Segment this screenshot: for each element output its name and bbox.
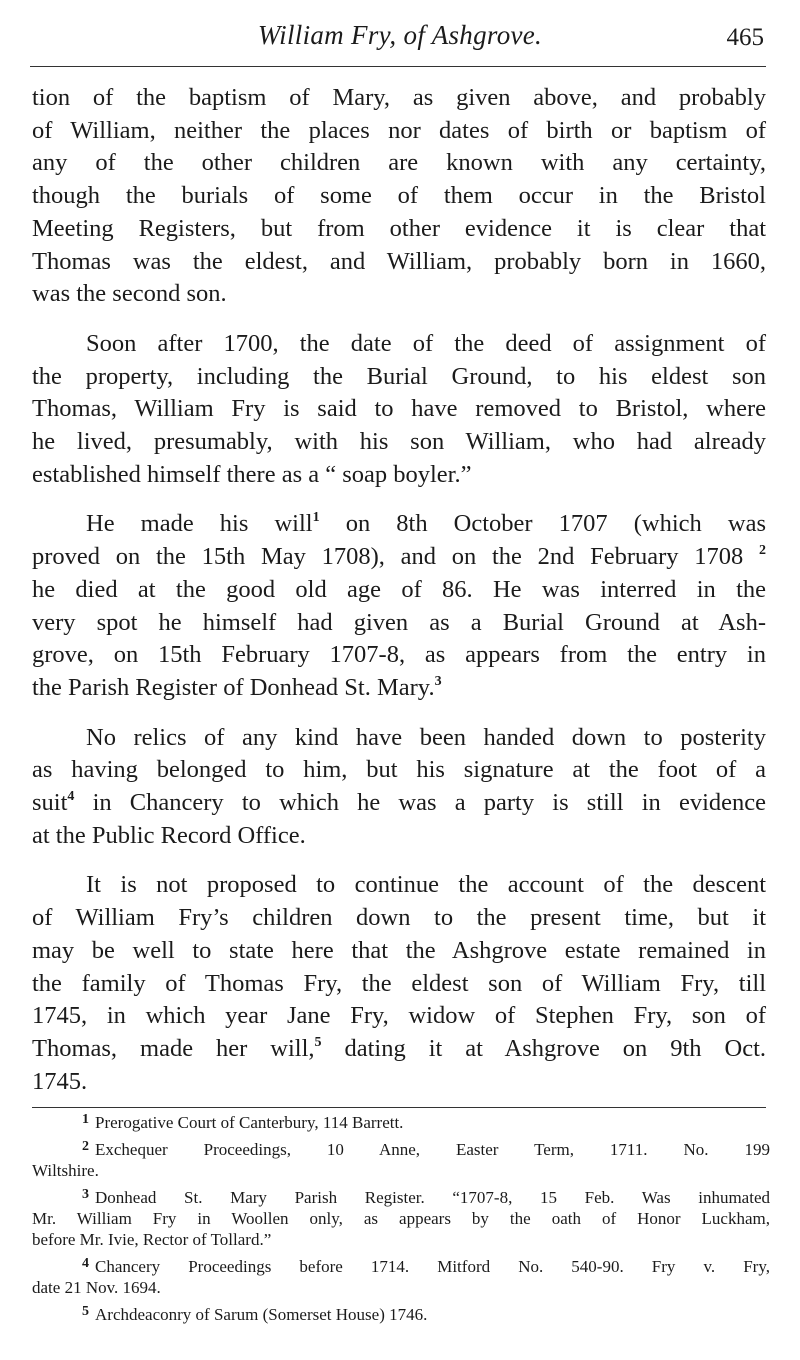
text-line: [32, 1033, 766, 1066]
text-run: proved on the 15th May 1708), and on the 2nd February 1708: [32, 543, 744, 571]
text-line: Meeting Registers, but from other evidence it is clear that: [32, 214, 766, 242]
text-line: Thomas was the eldest, and William, probably born in 1660,: [32, 247, 766, 275]
text-line: though the burials of some of them occur in the Bristol: [32, 182, 766, 210]
text-line: any of the other children are known with any certainty,: [32, 149, 766, 177]
text-line: he lived, presumably, with his son William, who had already: [32, 428, 766, 456]
footnote-4: [32, 1256, 770, 1298]
text-line: 1745, in which year Jane Fry, widow of Stephen Fry, son of: [32, 1002, 766, 1030]
footnote-ref-5[interactable]: 5: [314, 1034, 322, 1050]
footnote-5: [32, 1304, 770, 1325]
paragraph-5: [32, 869, 766, 1098]
text-line: very spot he himself had given as a Burial Ground at Ash-: [32, 608, 766, 636]
paragraph-3: [32, 508, 766, 704]
text-line: [32, 672, 766, 705]
footnote-text: Prerogative Court of Canterbury, 114 Barrett.: [95, 1113, 404, 1132]
footnotes: [32, 1112, 770, 1331]
text-line: of William, neither the places nor dates of birth or baptism of: [32, 116, 766, 144]
paragraph-1: [32, 82, 766, 311]
text-line: established himself there as a “ soap boyler.”: [32, 460, 472, 488]
text-line: No relics of any kind have been handed down to posterity: [86, 723, 766, 751]
text-line: Thomas, William Fry is said to have removed to Bristol, where: [32, 395, 766, 423]
footnote-rule: [32, 1107, 766, 1108]
text-line: It is not proposed to continue the account of the descent: [86, 871, 766, 899]
footnote-line: [32, 1112, 770, 1133]
text-line: at the Public Record Office.: [32, 821, 306, 849]
text-run: dating it at Ashgrove on 9th Oct.: [321, 1034, 767, 1062]
footnote-ref-2[interactable]: 2: [759, 543, 766, 559]
text-line: [32, 508, 766, 541]
footnote-line: Wiltshire.: [32, 1161, 99, 1180]
text-line: 1745.: [32, 1067, 88, 1095]
text-line: grove, on 15th February 1707-8, as appears from the entry in: [32, 641, 766, 669]
text-line: he died at the good old age of 86. He was interred in the: [32, 575, 766, 603]
footnote-ref-1[interactable]: 1: [312, 510, 320, 526]
text-run: suit: [32, 789, 68, 817]
header-rule: [30, 66, 766, 67]
text-run: in Chancery to which he was a party is still in evidence: [74, 789, 766, 817]
text-line: was the second son.: [32, 280, 227, 308]
text-run: Thomas, made her will,: [32, 1034, 315, 1062]
footnote-1: [32, 1112, 770, 1133]
text-line: the property, including the Burial Ground, to his eldest son: [32, 362, 766, 390]
text-line: may be well to state here that the Ashgrove estate remained in: [32, 936, 766, 964]
text-run: He made his will: [86, 510, 313, 538]
body-text: [32, 82, 766, 1115]
footnote-number: 3: [82, 1187, 89, 1202]
footnote-number: 1: [82, 1112, 89, 1127]
footnote-line: before Mr. Ivie, Rector of Tollard.”: [32, 1230, 272, 1249]
footnote-line: [32, 1304, 770, 1325]
text-line: as having belonged to him, but his signature at the foot of a: [32, 756, 766, 784]
footnote-text: Donhead St. Mary Parish Register. “1707-8, 15 Feb. Was inhumated: [95, 1188, 770, 1207]
footnote-line: [32, 1256, 770, 1277]
footnote-text: Archdeaconry of Sarum (Somerset House) 1746.: [95, 1305, 428, 1324]
footnote-text: Exchequer Proceedings, 10 Anne, Easter Term, 1711. No. 199: [95, 1140, 770, 1159]
footnote-ref-4[interactable]: 4: [67, 789, 75, 805]
footnote-line: [32, 1187, 770, 1208]
text-line: [32, 541, 766, 574]
footnote-number: 5: [82, 1304, 89, 1319]
footnote-text: Chancery Proceedings before 1714. Mitford No. 540-90. Fry v. Fry,: [95, 1257, 770, 1276]
footnote-line: date 21 Nov. 1694.: [32, 1278, 161, 1297]
footnote-number: 2: [82, 1139, 89, 1154]
paragraph-2: [32, 328, 766, 492]
footnote-ref-3[interactable]: 3: [434, 673, 442, 689]
footnote-number: 4: [82, 1256, 89, 1271]
footnote-3: [32, 1187, 770, 1250]
running-head: [30, 14, 770, 54]
text-run: the Parish Register of Donhead St. Mary.: [32, 673, 435, 701]
footnote-line: [32, 1139, 770, 1160]
text-line: [32, 787, 766, 820]
text-line: the family of Thomas Fry, the eldest son of William Fry, till: [32, 969, 766, 997]
text-line: tion of the baptism of Mary, as given above, and probably: [32, 84, 766, 111]
footnote-line: Mr. William Fry in Woollen only, as appears by the oath of Honor Luckham,: [32, 1209, 770, 1228]
page-number: 465: [726, 24, 764, 51]
text-run: on 8th October 1707 (which was: [319, 510, 766, 538]
running-title: William Fry, of Ashgrove.: [257, 20, 543, 50]
footnote-2: [32, 1139, 770, 1181]
paragraph-4: [32, 722, 766, 853]
text-line: of William Fry’s children down to the present time, but it: [32, 904, 766, 932]
text-line: Soon after 1700, the date of the deed of assignment of: [86, 329, 766, 357]
